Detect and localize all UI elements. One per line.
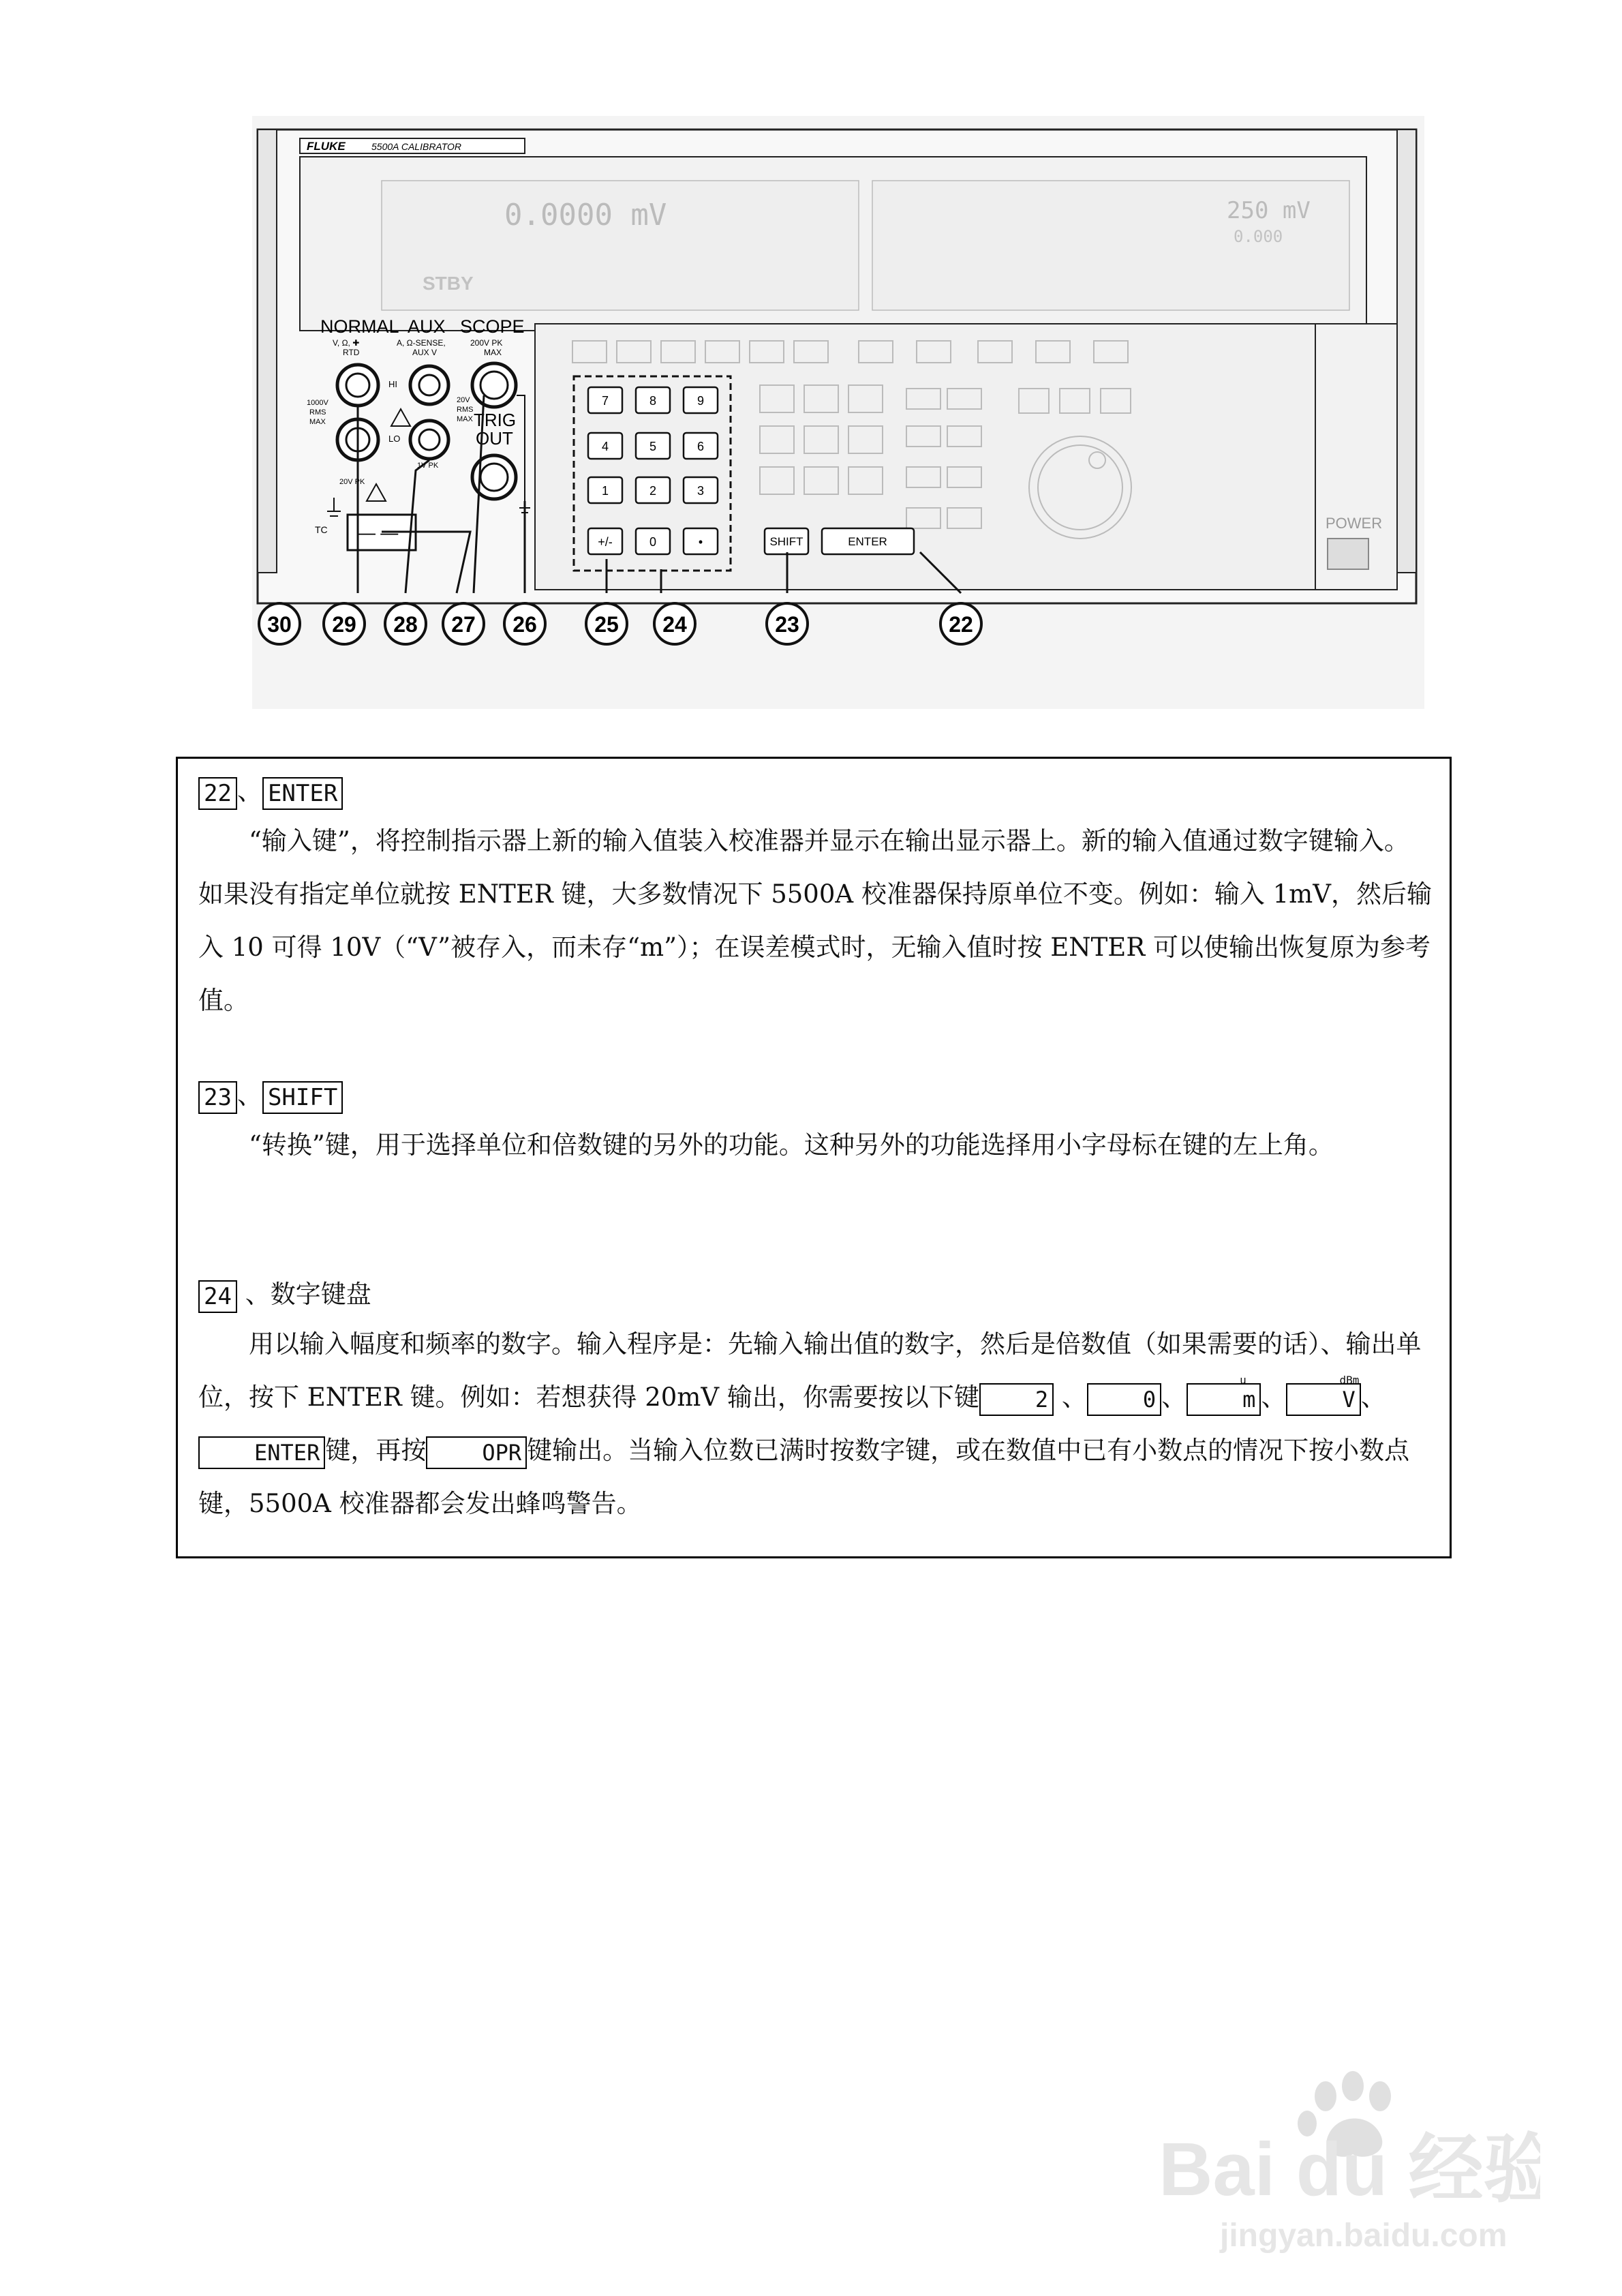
key-8 <box>636 387 670 413</box>
key-v-label: V <box>1342 1386 1356 1413</box>
callout-29 <box>324 603 365 644</box>
section-24-title: 数字键盘 <box>270 1280 371 1309</box>
svg-text:3: 3 <box>697 484 705 498</box>
left-handle <box>258 130 277 573</box>
plus-minus-key <box>588 528 622 554</box>
output-display-sub: 0.000 <box>1234 227 1283 246</box>
key-7 <box>588 387 622 413</box>
separator: 、 <box>236 1081 262 1110</box>
key-3 <box>684 477 718 503</box>
enter-key <box>822 528 914 554</box>
rating-rms-2: RMS <box>457 406 474 414</box>
rating-max-2: MAX <box>457 415 473 423</box>
control-display-value: 0.0000 mV <box>504 198 667 232</box>
svg-text:27: 27 <box>451 612 476 637</box>
rating-1v-pk: 1V PK <box>417 462 439 470</box>
scope-sublabel: 200V PK <box>470 338 503 348</box>
svg-text:6: 6 <box>697 440 705 453</box>
svg-text:30: 30 <box>267 612 292 637</box>
separator: 、 <box>236 776 262 806</box>
key-2: 2 <box>979 1383 1054 1416</box>
tc-connector-mark: — — <box>358 522 399 543</box>
svg-text:+/-: +/- <box>598 535 613 549</box>
svg-text:SHIFT: SHIFT <box>769 535 804 548</box>
callout-numbers <box>259 603 981 644</box>
svg-text:8: 8 <box>649 394 657 408</box>
callout-25 <box>586 603 627 644</box>
key-0: 0 <box>1087 1383 1161 1416</box>
svg-text:0: 0 <box>649 535 657 549</box>
watermark-url: jingyan.baidu.com <box>1220 2218 1508 2254</box>
baidu-jingyan-watermark <box>1145 2059 1540 2263</box>
normal-label: NORMAL <box>320 316 399 337</box>
front-panel-drawing <box>252 116 1424 709</box>
brand-text: FLUKE <box>307 140 346 153</box>
body-part-1: 用以输入幅度和频率的数字。输入程序是：先输入输出值的数字，然后是倍数值（如果需要的话）、输出单位，按下 ENTER 键。例如：若想获得 20mV 输出，你需要按以下键 <box>198 1329 1422 1412</box>
rating-20v-pk: 20V PK <box>339 478 365 486</box>
key-m <box>1187 1373 1261 1416</box>
model-text: 5500A CALIBRATOR <box>371 141 462 152</box>
key-v <box>1286 1373 1360 1416</box>
callout-28 <box>385 603 426 644</box>
svg-text:29: 29 <box>332 612 356 637</box>
separator: 、 <box>1054 1383 1087 1412</box>
svg-text:25: 25 <box>594 612 619 637</box>
trig-label: TRIG <box>474 410 517 430</box>
key-v-shift-label: dBm <box>1339 1373 1360 1387</box>
svg-text:4: 4 <box>601 440 609 453</box>
svg-text:ENTER: ENTER <box>848 535 887 548</box>
calibrator-front-panel-figure <box>252 116 1424 709</box>
separator: 、 <box>236 1280 271 1309</box>
callout-26 <box>504 603 545 644</box>
shift-key-label: SHIFT <box>262 1081 343 1114</box>
svg-text:5: 5 <box>649 440 657 453</box>
svg-text:22: 22 <box>949 612 973 637</box>
shift-key <box>765 528 808 554</box>
output-display-value: 250 mV <box>1227 197 1311 224</box>
separator: 、 <box>1261 1383 1287 1412</box>
section-23-heading <box>198 1078 343 1114</box>
scope-sublabel-2: MAX <box>484 348 502 357</box>
aux-label: AUX <box>408 316 446 337</box>
normal-hi-jack <box>337 365 378 406</box>
svg-text:24: 24 <box>662 612 687 637</box>
aux-lo-jack <box>410 421 448 459</box>
svg-text:26: 26 <box>512 612 537 637</box>
rating-rms: RMS <box>309 408 326 417</box>
power-switch <box>1328 539 1368 569</box>
lo-label: LO <box>388 434 401 444</box>
normal-sublabel-2: RTD <box>343 348 360 357</box>
svg-text:9: 9 <box>697 394 705 408</box>
key-m-shift-label: u <box>1240 1373 1246 1387</box>
svg-text:2: 2 <box>649 484 657 498</box>
power-label: POWER <box>1326 515 1383 532</box>
key-0 <box>636 528 670 554</box>
out-label: OUT <box>476 428 513 449</box>
standby-indicator: STBY <box>423 273 474 294</box>
svg-text:7: 7 <box>601 394 609 408</box>
rating-20v: 20V <box>457 396 470 404</box>
key-enter: ENTER <box>198 1436 325 1469</box>
section-22-heading <box>198 774 343 810</box>
rating-max: MAX <box>309 418 326 426</box>
watermark-brand: Bai du 经验 <box>1159 2128 1540 2211</box>
key-4 <box>588 433 622 459</box>
key-6 <box>684 433 718 459</box>
key-1 <box>588 477 622 503</box>
section-number-23: 23 <box>198 1081 237 1114</box>
watermark-graphic <box>1145 2059 1540 2263</box>
body-part-2: 键，再按 <box>325 1436 427 1465</box>
separator: 、 <box>1360 1383 1386 1412</box>
section-number-22: 22 <box>198 777 237 810</box>
scope-label: SCOPE <box>460 316 525 337</box>
scope-jack <box>472 363 516 407</box>
normal-sublabel: V, Ω, ✚ <box>333 338 360 348</box>
callout-27 <box>443 603 484 644</box>
section-22-body: “输入键”，将控制指示器上新的输入值装入校准器并显示在输出显示器上。新的输入值通过数字键输入。如果没有指定单位就按 ENTER 键，大多数情况下 5500A 校准器保持原单位不变。例如：输入 1mV，然后输入 10 可得 10V（“V”被存入，而未存“m”）；在误差模式时，无输入值时按 ENTER 可以使输出恢复原为参考值。 <box>198 826 1432 1015</box>
key-2 <box>636 477 670 503</box>
aux-sublabel-2: AUX V <box>412 348 438 357</box>
svg-text:1: 1 <box>601 484 609 498</box>
callout-30 <box>259 603 300 644</box>
svg-text:28: 28 <box>393 612 418 637</box>
body-part-3: 键输出。当输入位数已满时按数字键，或在数值中已有小数点的情况下按小数点键，5500A 校准器都会发出蜂鸣警告。 <box>198 1436 1410 1518</box>
svg-text:23: 23 <box>775 612 799 637</box>
description-box <box>176 757 1452 1558</box>
separator: 、 <box>1161 1383 1187 1412</box>
key-opr: OPR <box>426 1436 527 1469</box>
section-24-body <box>198 1318 1433 1530</box>
tc-label: TC <box>315 524 328 535</box>
key-5 <box>636 433 670 459</box>
callout-24 <box>654 603 695 644</box>
callout-22 <box>940 603 981 644</box>
aux-hi-jack <box>410 366 448 404</box>
key-m-label: m <box>1242 1386 1256 1413</box>
decimal-point-key <box>684 528 718 554</box>
svg-text:•: • <box>698 535 703 549</box>
section-24-heading <box>198 1277 371 1313</box>
hi-label: HI <box>388 379 397 389</box>
callout-23 <box>767 603 808 644</box>
right-handle <box>1397 130 1416 573</box>
enter-key-label: ENTER <box>262 777 343 810</box>
key-9 <box>684 387 718 413</box>
section-number-24: 24 <box>198 1280 237 1313</box>
section-23-body: “转换”键，用于选择单位和倍数键的另外的功能。这种另外的功能选择用小字母标在键的左上角。 <box>249 1130 1334 1160</box>
aux-sublabel: A, Ω-SENSE, <box>397 338 446 348</box>
rating-1000v: 1000V <box>307 399 328 407</box>
